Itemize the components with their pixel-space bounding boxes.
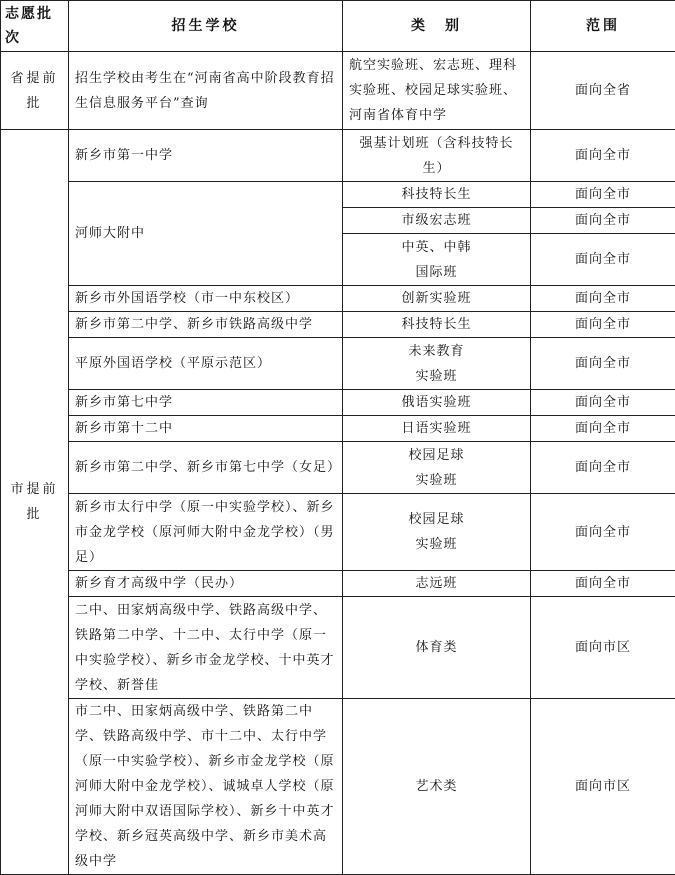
header-batch: 志愿批次 — [1, 1, 69, 52]
range-cell: 面向全市 — [531, 182, 675, 208]
table-row — [1, 390, 675, 416]
header-range: 范围 — [531, 1, 675, 52]
school-cell: 新乡市第七中学 — [69, 390, 343, 416]
school-cell: 新乡市第一中学 — [69, 130, 343, 182]
table-row — [1, 494, 675, 571]
table-row — [1, 571, 675, 597]
school-cell: 招生学校由考生在“河南省高中阶段教育招生信息服务平台”查询 — [69, 52, 343, 130]
table-row — [1, 130, 675, 182]
table-row — [1, 699, 675, 875]
type-cell: 航空实验班、宏志班、理科实验班、校园足球实验班、河南省体育中学 — [343, 52, 531, 130]
header-row — [1, 1, 675, 52]
type-cell: 强基计划班（含科技特长生） — [343, 130, 531, 182]
range-cell: 面向全市 — [531, 312, 675, 338]
batch-cell: 省提前批 — [1, 52, 69, 130]
header-type: 类 别 — [343, 1, 531, 52]
type-cell: 日语实验班 — [343, 416, 531, 442]
header-school: 招生学校 — [69, 1, 343, 52]
school-cell: 新乡市第十二中 — [69, 416, 343, 442]
type-cell: 校园足球实验班 — [343, 494, 531, 571]
type-cell: 未来教育实验班 — [343, 338, 531, 390]
school-cell: 新乡育才高级中学（民办） — [69, 571, 343, 597]
range-cell: 面向全市 — [531, 338, 675, 390]
table-row — [1, 182, 675, 208]
range-cell: 面向全市 — [531, 130, 675, 182]
type-cell: 科技特长生 — [343, 312, 531, 338]
school-cell: 新乡市第二中学、新乡市第七中学（女足） — [69, 442, 343, 494]
school-cell: 河师大附中 — [69, 182, 343, 286]
range-cell: 面向全市 — [531, 442, 675, 494]
range-cell: 面向市区 — [531, 699, 675, 875]
table-row — [1, 286, 675, 312]
range-cell: 面向全市 — [531, 234, 675, 286]
table-row — [1, 442, 675, 494]
type-cell: 校园足球实验班 — [343, 442, 531, 494]
range-cell: 面向全市 — [531, 416, 675, 442]
table-row — [1, 312, 675, 338]
type-cell: 中英、中韩国际班 — [343, 234, 531, 286]
type-cell: 艺术类 — [343, 699, 531, 875]
school-cell: 市二中、田家炳高级中学、铁路第二中学、铁路高级中学、市十二中、太行中学（原一中实验学校）、新乡市金龙学校（原河师大附中金龙学校）、诚城卓人学校（原河师大附中双语国际学校）、新乡十中英才学校、新乡冠英高级中学、新乡市美术高级中学 — [69, 699, 343, 875]
type-cell: 创新实验班 — [343, 286, 531, 312]
school-cell: 二中、田家炳高级中学、铁路高级中学、铁路第二中学、十二中、太行中学（原一中实验学校）、新乡市金龙学校、十中英才学校、新誉佳 — [69, 597, 343, 699]
type-cell: 科技特长生 — [343, 182, 531, 208]
table-row — [1, 597, 675, 699]
range-cell: 面向市区 — [531, 597, 675, 699]
table-row — [1, 416, 675, 442]
table-row — [1, 52, 675, 130]
school-cell: 平原外国语学校（平原示范区） — [69, 338, 343, 390]
type-cell: 市级宏志班 — [343, 208, 531, 234]
type-cell: 俄语实验班 — [343, 390, 531, 416]
type-cell: 志远班 — [343, 571, 531, 597]
range-cell: 面向全市 — [531, 390, 675, 416]
range-cell: 面向全市 — [531, 571, 675, 597]
table-row — [1, 338, 675, 390]
school-cell: 新乡市外国语学校（市一中东校区） — [69, 286, 343, 312]
range-cell: 面向全市 — [531, 286, 675, 312]
range-cell: 面向全市 — [531, 494, 675, 571]
batch-cell: 市提前批 — [1, 130, 69, 875]
school-cell: 新乡市太行中学（原一中实验学校）、新乡市金龙学校（原河师大附中金龙学校）（男足） — [69, 494, 343, 571]
type-cell: 体育类 — [343, 597, 531, 699]
range-cell: 面向全市 — [531, 208, 675, 234]
school-cell: 新乡市第二中学、新乡市铁路高级中学 — [69, 312, 343, 338]
range-cell: 面向全省 — [531, 52, 675, 130]
